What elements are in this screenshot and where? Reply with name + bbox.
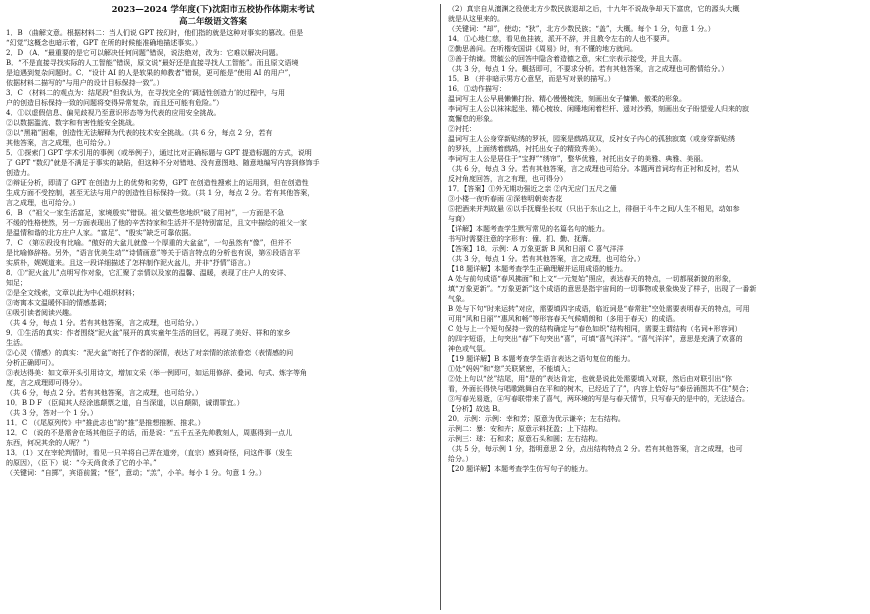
answer-line: 是温情和谐的北方庄户人家。“富足”、“殷实”缺乏可靠依据。 xyxy=(6,229,196,237)
answer-line: 4．①以虚假信息、偏见歧视乃至意识形态等为代表的应用安全挑战。 xyxy=(6,109,221,117)
answer-line: 东西，何况其余的人呢？”） xyxy=(6,439,94,447)
answer-line: 言之成理，也可给分。） xyxy=(6,199,80,207)
answer-line: 的罗袄，上面绣着鹧鸪，衬托出女子的精致秀美）。 xyxy=(448,145,606,153)
answer-line: 填“万象更新”。“万象更新”这个成语的意思是指宇宙间的一切事物或景象焕发了样子，出现了一番新 xyxy=(448,285,757,293)
answer-line: “幻觉”这概念也暗示着，GPT 在所的时候能准确地描述事实。） xyxy=(6,39,202,47)
answer-line: 14．①心地仁慈，看见鱼挂被，派开不辞，并且教令左右的人也不要声。 xyxy=(448,35,674,43)
answer-line: 温词写主人公早晨懒懒打扮、精心慢慢梳洗，刻画出女子慵懒、傲柔的形象。 xyxy=(448,95,686,103)
answer-line: 的四字短语，上句突出“春”下句突出“喜”，可填“喜气洋洋”。“喜气洋洋”，意思是充满了欢喜的 xyxy=(448,335,743,343)
answer-line: （共 3 分，每点 1 分。若有其他答案，言之成理，也可给分。） xyxy=(448,255,645,263)
answer-line: 示例二：暴：安和卉；原意示料抚盈；上下结构。 xyxy=(448,425,602,433)
answer-line: 9．①生活的真实：作者围绕“泥火盆”展开的真实童年生活的回忆，再现了美好、祥和的家乡 xyxy=(6,329,291,337)
answer-line: ①处“妈妈”和“您”关联紧密，不能填入； xyxy=(448,365,575,373)
answer-line: 可用“风和日丽”“惠风和畅”等形容春天气候晴朗和（多用于春天）的成语。 xyxy=(448,315,680,323)
answer-line: 16．①动作描写： xyxy=(448,85,506,93)
answer-line: 20．示例：示例：幸和芳；原意为优示谦辛；左右结构。 xyxy=(448,415,625,423)
answer-line: 11．C （《尾原列传》中“推此志也”的“推”是推想推断、推求。） xyxy=(6,419,205,427)
answer-line: ②勤思善问。在听楷安国讲《周易》时，有不懂的地方就问。 xyxy=(448,45,637,53)
answer-line: ②辩证分析，即清了 GPT 在创造力上的优势和劣势，GPT 在创造性搜索上的运用到，但在创造性 xyxy=(6,179,309,187)
left-answer-lines xyxy=(6,28,420,478)
answer-line: 12．C （说的不是需舍在场其他臣子的话，而是说：“五千五圣先帅教刻人，周惠得到一点儿 xyxy=(6,429,293,437)
answer-line: 【18 题详解】本题考查学生正确理解并运用成语的能力。 xyxy=(448,265,628,273)
answer-line: 知足； xyxy=(6,279,27,287)
answer-line: ③以“黑箱”困难，创造性无法解释为代表的技术安全挑战。（共 6 分，每点 2 分，若有 xyxy=(6,129,273,137)
answer-line: A 处与前句成语“春风拂面”和上文“一元复始”照应，表达春天的特点，一切都展新貌的形象， xyxy=(448,275,736,283)
answer-line: ②心灵（情感）的真实：“泥火盆”寄托了作者的深情，表达了对亲情的浓浓眷恋（表情感的问 xyxy=(6,349,294,357)
page-title: 2023—2024 学年度(下)沈阳市五校协作体期末考试 xyxy=(111,5,315,15)
answer-line: 13．（1）又在宰轮判情时，看见一只羊将自己弄在道旁，（直宗）感到奇怪，问这件事（发生 xyxy=(6,449,293,457)
answer-line: 不缓的性格使然，另一方面表现出了他的辛苦持家和生活并不是特别富足，且文中描绘的祖父一家 xyxy=(6,219,307,227)
answer-line: 分析正确即可）。 xyxy=(6,359,59,367)
answer-line: ③表达得美：如文章开头引用诗文，增加文采（举一例即可，如运用修辞、叠词、句式、炼字等角 xyxy=(6,369,307,377)
answer-line: 7．C （第⑥段没有比喻。“傲好的大盆儿就像一个厚重的大盆盆”，一句虽然有“像”，但并不 xyxy=(6,239,292,247)
answer-line: 温词写主人公身穿新贴绣的罗袄，园案是鹧鸪双双，反衬女子内心的孤独寂寞（或身穿新贴绣 xyxy=(448,135,735,143)
answer-line: （2）真宗自从澶渊之役使北方少数民族退却之后，十九年不说战争却天下富庶，它的源头大概 xyxy=(448,5,740,13)
answer-line: 【答案】18．示例：A 万象更新 B 风和日丽 C 喜气洋洋 xyxy=(448,245,624,253)
answer-line: 生活。 xyxy=(6,339,27,347)
answer-line: 2．D （A．“最重要的是它可以解决任何问题”错误，说法绝对，改为：它难以解决问题。 xyxy=(6,49,283,57)
answer-line: 李词写主人公是居住于“宝押”“绣帘”，整华优雅，衬托出女子的美雅、典雅、美丽。 xyxy=(448,155,708,163)
answer-line: 【分析】故选 B。 xyxy=(448,405,505,413)
answer-line: （共 6 分，每点 2 分。若有其他答案，言之成理，也可给分。） xyxy=(6,389,203,397)
left-column xyxy=(6,4,420,478)
answer-line: 【20 题详解】本题考查学生仿写句子的能力。 xyxy=(448,465,593,473)
answer-line: B 处与下句“时来运转”对应，需要填四字成语，临近词是“春常驻”空处需要表明春天的特点，可用 xyxy=(448,305,750,313)
answer-line: ③写春光易逝，④写春联带来了喜气，两环境的写是与春天情节，只写春天的是中的，无法适合。 xyxy=(448,395,749,403)
answer-line: 书写时需要注意的字形有：僮、扪、勤、抚膺。 xyxy=(448,235,595,243)
right-answer-lines xyxy=(448,4,862,474)
answer-line: ②以数据滥流、数字和有害性能安全挑战。 xyxy=(6,119,139,127)
answer-line: 气象。 xyxy=(448,295,469,303)
answer-line: 寞懈怠的形象。 xyxy=(448,115,497,123)
answer-line: 神色或气氛。 xyxy=(448,345,490,353)
answer-line: （关键词：“自掷”，宾语前置；“怪”，意动；“羔”，小羊。每小 1 分。句意 1 分。） xyxy=(6,469,266,477)
answer-line: 反衬角度回答，言之有理，也可得分） xyxy=(448,175,567,183)
answer-line: （共 4 分，每点 1 分。若有其他答案，言之成理，也可给分。） xyxy=(6,319,203,327)
answer-line: B．“不是直接寻找实际的人工智能”错误，原文说“最好还是直接寻找人工智能”。而且原文语境 xyxy=(6,59,299,67)
answer-line: （共 3 分，答对一个 1 分。） xyxy=(6,409,98,417)
answer-line: （共 6 分，每点 3 分。若有其他答案，言之成理也可给分。本题两首词均有正衬和反衬，若从 xyxy=(448,165,739,173)
answer-line: 10．B D F （臣闻其人经涂逃颠票之道，自当深道，以自颠陨，诚谓罪宜。） xyxy=(6,399,244,407)
answer-line: 户的创造目标保持一致的问题将变得异常复杂，而且还可能有危险。”） xyxy=(6,99,224,107)
answer-line: 依据材料二描写的“与用户的设计目标保持一致”。） xyxy=(6,79,164,87)
answer-line: 的原因），（臣下）说：“今天尚食杀了它的小羊。” xyxy=(6,459,157,467)
answer-line: ②衬托： xyxy=(448,125,476,133)
answer-line: 李词写主人公以袜袜起坐、精心梳妆、闲睡地闲着栏杆、遥对沙鸦，刻画出女子盼望爱人归来的寂 xyxy=(448,105,749,113)
answer-line: （共 5 分，每示例 1 分，指明意思 2 分，点出结构特点 2 分。若有其他答案，言之成理，也可 xyxy=(448,445,743,453)
answer-line: ②是全文线索，文章以此为中心组织材料； xyxy=(6,289,139,297)
answer-line: ⑤把酒来并判故悬 ⑥以手抚膺坐长叹（只出于东山之上，徘徊于斗牛之间/人生不相见，动如参 xyxy=(448,205,740,213)
column-divider xyxy=(440,4,441,610)
answer-line: ②处上句以“丝”结尾，用“是的”表达肯定，也就是说此处需要填入对联，然后由对联引出“你 xyxy=(448,375,732,383)
answer-line: 与商） xyxy=(448,215,469,223)
answer-line: 其他答案，言之成理，也可给分。） xyxy=(6,139,115,147)
answer-line: ③寄寓本文温暖怀旧的情感基调； xyxy=(6,299,111,307)
answer-line: 8．①“泥火盆儿”点明写作对象，它汇聚了亲情以及家的温馨、温暖，表现了庄户人的安详、 xyxy=(6,269,291,277)
answer-line: 了 GPT “数幻”就是不满足于事实的缺陷，但这种不分对错地、没有意图地、随意地编写内容到修饰手 xyxy=(6,159,320,167)
answer-line: 【详解】本题考查学生默写常见的名篇名句的能力。 xyxy=(448,225,609,233)
answer-line: 是比喻修辞格。另外，“语言优美生动”“诗情画意”等关于语言特点的分析也有误，第⑥段语言平 xyxy=(6,249,301,257)
answer-line: 实质朴，娓娓道来。且这一段详细描述了怎样制作泥火盆儿，并非“抒情”语言。） xyxy=(6,259,255,267)
answer-line: 给分。） xyxy=(448,455,473,463)
answer-line: （共 3 分，每点 1 分。概括即可，不要求分析。若有其他答案，言之成理也可酌情给分。） xyxy=(448,65,729,73)
answer-line: 17．【答案】①外无期功强近之亲 ②内无应门五尺之僮 xyxy=(448,185,617,193)
answer-line: 3．C （材料二的观点为：结尾段“但我认为，在寻找完全的‘调适性创造力’的过程中，与用 xyxy=(6,89,286,97)
answer-line: ③善于纳谏。贯毓公的回答中隐含着造德之意，宋仁宗表示接受，并且大喜。 xyxy=(448,55,686,63)
answer-line: 6．B （“祖父一家生活富足，家境殷实”错误。祖父做些您地织“破了用衬”，一方面是不急 xyxy=(6,209,285,217)
answer-line: 是迫遇到复杂问题时。C．“设计 AI 的人是软果的帅教者”错误，更可能是“使用 AI 的用户”， xyxy=(6,69,296,77)
answer-line: （关键词：“却”，使动；“狄”，北方少数民族；“盖”，大概。每个 1 分，句意 1 分。） xyxy=(448,25,715,33)
answer-line: 度，言之成理即可得分）。 xyxy=(6,379,87,387)
answer-line: 【19 题详解】B 本题考查学生语言表达之语句复位的能力。 xyxy=(448,355,635,363)
answer-line: 就是从这里来的。 xyxy=(448,15,504,23)
right-column xyxy=(448,4,862,474)
answer-line: 5．①探索门 GPT 学术引用的事例（或举例子），通过比对正确标题与 GPT 提造标题的方式，说明 xyxy=(6,149,312,157)
answer-line: 15．B （并非暗示男方心意坚，而是写对景的描写。） xyxy=(448,75,615,83)
answer-line: C 处与上一个短句保持一致的结构确定与“春色如织”结构相同，需要主谓结构（名词+形容词） xyxy=(448,325,742,333)
answer-line: 看，外面长得快与唱歌跳舞自在平和的树木，已经近了了”，内容上恰好与“泰岳涌图共不住”契合； xyxy=(448,385,753,393)
answer-line: 1．B （曲解文意。根据材料二：当人们说 GPT 按幻时，他们指的就是这种对事实的篡改。但是 xyxy=(6,29,304,37)
answer-line: 示例三：球：石和求；原意石头和圆；左右结构。 xyxy=(448,435,602,443)
answer-line: 生成方面不受控制，甚至无法与用户的创造性目标保持一致。（共 1 分，每点 2 分。若有其他答案， xyxy=(6,189,315,197)
page-subtitle: 高二年级语文答案 xyxy=(178,17,247,27)
answer-line: 创造力。 xyxy=(6,169,34,177)
answer-line: ④吸引读者阅读兴趣。 xyxy=(6,309,76,317)
answer-line: ③小楼一夜听春雨 ④深巷明朝卖杏花 xyxy=(448,195,563,203)
